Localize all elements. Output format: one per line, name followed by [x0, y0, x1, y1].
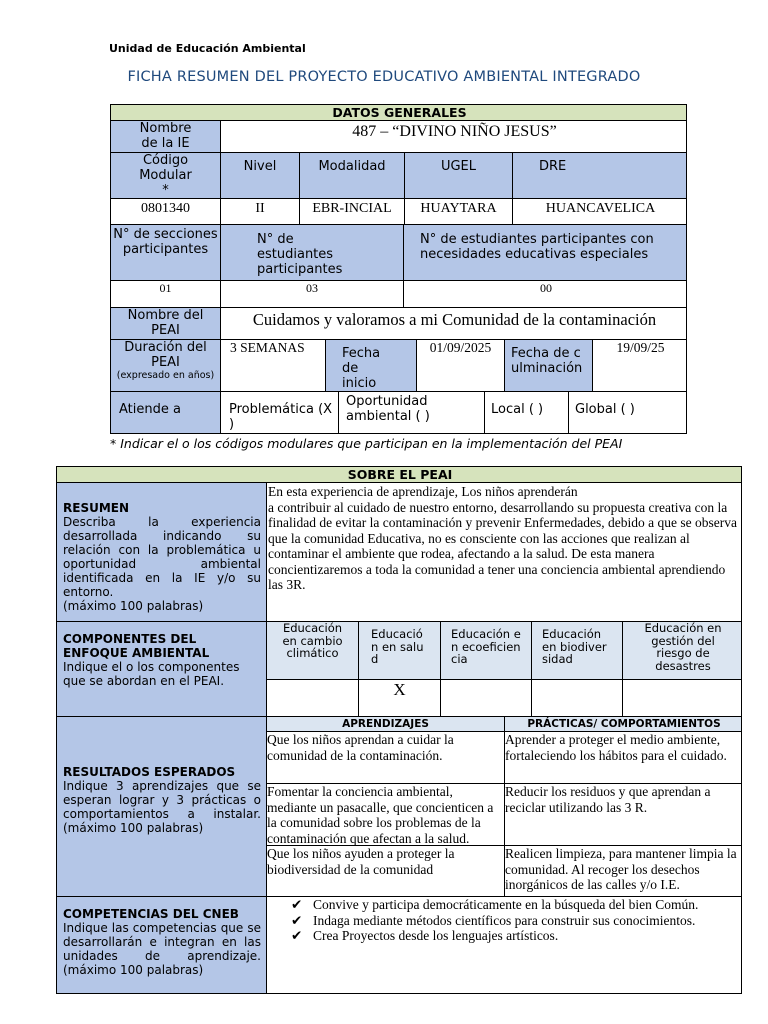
estudiantes-label: N° de estudiantes participantes: [221, 225, 404, 281]
codigo-modular-value: 0801340: [111, 199, 221, 225]
aprendizaje-2: Fomentar la conciencia ambiental, mediante un pasacalle, que concienticen a la comunidad sobre los problemas de la contaminación que afectan a la salud.: [267, 784, 505, 846]
duracion-sub: (expresado en años): [116, 370, 215, 381]
aprendizajes-heading: APRENDIZAJES: [267, 717, 505, 732]
resultados-desc: Indique 3 aprendizajes que se esperan lograr y 3 prácticas o comportamientos a instalar. (máximo 100 palabras): [63, 779, 261, 835]
resumen-title: RESUMEN: [63, 501, 130, 515]
competencia-item: ✔ Crea Proyectos desde los lenguajes artísticos.: [291, 928, 559, 943]
comp-salud: Educación en salud: [359, 622, 441, 680]
modalidad-value: EBR-INCIAL: [300, 199, 405, 225]
competencias-list: [267, 897, 742, 944]
peai-value: Cuidamos y valoramos a mi Comunidad de la contaminación: [221, 308, 687, 340]
comp-biodiversidad: Educación en biodiversidad: [532, 622, 623, 680]
inicio-value: 01/09/2025: [417, 340, 505, 392]
duracion-value: 3 SEMANAS: [221, 340, 326, 392]
resumen-text-line1: En esta experiencia de aprendizaje, Los niños aprenderán: [268, 484, 578, 499]
datos-generales-table: [110, 104, 687, 434]
practica-2: Reducir los residuos y que aprendan a reciclar utilizando las 3 R.: [505, 784, 742, 846]
componentes-desc: Indique el o los componentes que se abordan en el PEAI.: [63, 660, 240, 688]
global-value: Global ( ): [575, 402, 635, 417]
practica-3: Realicen limpieza, para mantener limpia la comunidad. Al recoger los desechos inorgánicos de las calles y/o I.E.: [505, 846, 742, 897]
peai-label: Nombre del PEAI: [111, 308, 221, 340]
inicio-label: Fecha de inicio: [326, 340, 417, 392]
componentes-cell: [57, 622, 267, 717]
estudiantes-value: 03: [221, 281, 404, 308]
culminacion-label: Fecha de culminación: [505, 340, 593, 392]
comp-mark-1: [267, 680, 359, 717]
check-icon: ✔: [291, 928, 303, 943]
comp-mark-salud: X: [359, 680, 441, 717]
modalidad-label: Modalidad: [300, 153, 405, 199]
resumen-text-cell: [267, 483, 742, 622]
footnote: * Indicar el o los códigos modulares que participan en la implementación del PEAI: [110, 436, 623, 451]
nombre-ie-label: Nombre de la IE: [111, 121, 221, 153]
componentes-title: COMPONENTES DEL ENFOQUE AMBIENTAL: [63, 632, 210, 660]
check-icon: ✔: [291, 897, 303, 912]
resumen-limit: (máximo 100 palabras): [63, 599, 204, 613]
competencia-item: ✔ Indaga mediante métodos científicos para construir sus conocimientos.: [291, 912, 696, 928]
especiales-label: N° de estudiantes participantes con necesidades educativas especiales: [404, 225, 687, 281]
resumen-cell: [57, 483, 267, 622]
nombre-ie-value: 487 – “DIVINO NIÑO JESUS”: [221, 121, 687, 153]
oportunidad-value: Oportunidad ambiental ( ): [339, 392, 485, 434]
comp-mark-3: [441, 680, 532, 717]
resumen-desc: Describa la experiencia desarrollada indicando su relación con la problemática u oportunidad ambiental identificada en la IE y/o su entorno.: [63, 515, 261, 599]
aprendizaje-3: Que los niños ayuden a proteger la biodiversidad de la comunidad: [267, 846, 505, 897]
org-name: Unidad de Educación Ambiental: [109, 42, 306, 55]
resultados-cell: [57, 717, 267, 897]
comp-mark-4: [532, 680, 623, 717]
check-icon: ✔: [291, 912, 303, 928]
secciones-value: 01: [111, 281, 221, 308]
dre-label: DRE: [513, 153, 687, 199]
competencia-item: ✔ Convive y participa democráticamente en la búsqueda del bien Común.: [291, 897, 699, 912]
practicas-heading: PRÁCTICAS/ COMPORTAMIENTOS: [505, 717, 742, 732]
competencias-cell: [57, 897, 267, 994]
page-title: FICHA RESUMEN DEL PROYECTO EDUCATIVO AMBIENTAL INTEGRADO: [127, 69, 641, 85]
problematica-value: Problemática (X ): [221, 392, 339, 434]
datos-generales-heading: DATOS GENERALES: [111, 105, 687, 121]
ugel-value: HUAYTARA: [405, 199, 513, 225]
competencias-title: COMPETENCIAS DEL CNEB: [63, 907, 239, 921]
comp-ecoeficiencia: Educación en ecoeficiencia: [441, 622, 532, 680]
comp-cambio-climatico: Educación en cambio climático: [267, 622, 359, 680]
aprendizaje-1: Que los niños aprendan a cuidar la comunidad de la contaminación.: [267, 732, 505, 784]
competencias-desc: Indique las competencias que se desarrollarán e integran en las unidades de aprendizaje. (máximo 100 palabras): [63, 921, 261, 977]
resultados-title: RESULTADOS ESPERADOS: [63, 765, 236, 779]
sobre-peai-table: [56, 466, 742, 994]
comp-mark-5: [623, 680, 742, 717]
nivel-label: Nivel: [221, 153, 300, 199]
resumen-text-body: a contribuir al cuidado de nuestro entorno, desarrollando su propuesta creativa con la finalidad de evitar la contaminación y prevenir Enfermedades, debido a que se observa que la comunidad Educativa, no es consciente con las acciones que realizan al contaminar el ambiente que rodea, afectando a la salud. De esta manera concientizaremos a toda la comunidad a tener una conciencia ambiental aprendiendo las 3R.: [268, 499, 737, 592]
practica-1: Aprender a proteger el medio ambiente, fortaleciendo los hábitos para el cuidado.: [505, 732, 742, 784]
duracion-cell: [111, 340, 221, 392]
comp-riesgo-desastres: Educación en gestión del riesgo de desastres: [623, 622, 742, 680]
ugel-label: UGEL: [405, 153, 513, 199]
local-value: Local ( ): [485, 392, 569, 434]
especiales-value: 00: [404, 281, 687, 308]
secciones-label: N° de secciones participantes: [111, 225, 221, 281]
nivel-value: II: [221, 199, 300, 225]
culminacion-value: 19/09/25: [593, 340, 687, 392]
dre-value: HUANCAVELICA: [513, 199, 687, 225]
sobre-peai-heading: SOBRE EL PEAI: [57, 467, 742, 483]
duracion-label: Duración del PEAI: [124, 340, 207, 370]
competencias-list-cell: [267, 897, 742, 994]
atiende-label: Atiende a: [111, 392, 221, 434]
codigo-modular-label: Código Modular *: [111, 153, 221, 199]
